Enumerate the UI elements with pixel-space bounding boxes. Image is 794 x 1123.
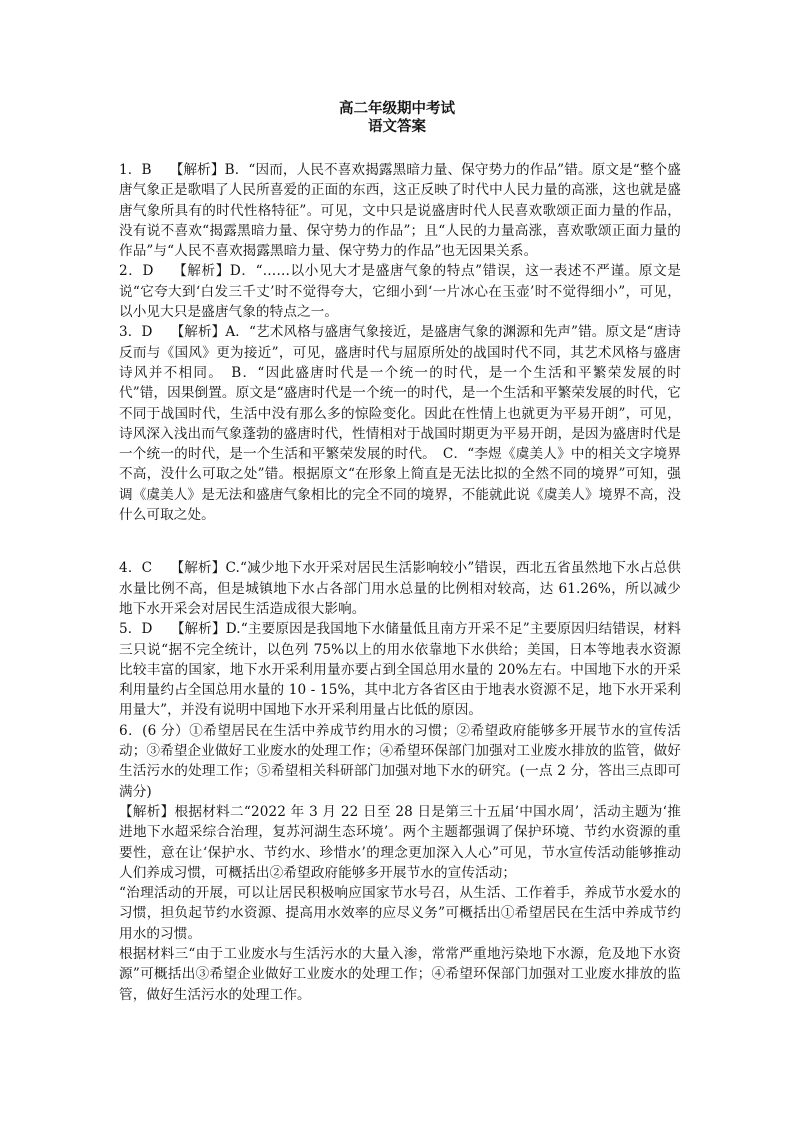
title-block (0, 100, 794, 136)
answer-6-analysis-2: “治理活动的开展，可以让居民积极响应国家节水号召，从生活、工作着手，养成节水爱水的习惯，担负起节约水资源、提高用水效率的应尽义务”可概括出①希望居民在生活中养成节约用水的习惯。 (119, 885, 681, 942)
page-subtitle: 语文答案 (368, 119, 426, 135)
answer-3: 3．D 【解析】A．“艺术风格与盛唐气象接近，是盛唐气象的渊源和先声”错。原文是“唐诗反而与《国风》更为接近”，可见，盛唐时代与屈原所处的战国时代不同，其艺术风格与盛唐诗风并不相同。 B．“因此盛唐时代是一个统一的时代，是一个生活和平繁荣发展的时代”错，因果倒置。原文是“盛唐时代是一个统一的时代，是一个生活和平繁荣发展的时代，它不同于战国时代，生活中没有那么多的惊险变化。因此在性情上也就更为平易开朗”，可见，诗风深入浅出而气象蓬勃的盛唐时代，性情相对于战国时期更为平易开朗，是因为盛唐时代是一个统一的时代，是一个生活和平繁荣发展的时代。 C．“李煜《虞美人》中的相关文字境界不高，没什么可取之处”错。根据原文“在形象上简直是无法比拟的全然不同的境界”可知，强调《虞美人》是无法和盛唐气象相比的完全不同的境界，不能就此说《虞美人》境界不高，没什么可取之处。 (119, 324, 681, 524)
answer-6-analysis-3: 根据材料三“由于工业废水与生活污水的大量入渗，常常严重地污染地下水源，危及地下水资源”可概括出③希望企业做好工业废水的处理工作；④希望环保部门加强对工业废水排放的监管，做好生活污水的处理工作。 (119, 945, 681, 1003)
answer-4: 4．C 【解析】C.“减少地下水开采对居民生活影响较小”错误，西北五省虽然地下水占总供水量比例不高，但是城镇地下水占各部门用水总量的比例相对较高，达 61.26%，所以减少地下水开采会对居民生活造成很大影响。 (119, 560, 681, 617)
answer-content (119, 160, 681, 1005)
answer-6-analysis-1: 【解析】根据材料二“2022 年 3 月 22 日至 28 日是第三十五届‘中国水周’，活动主题为‘推进地下水超采综合治理，复苏河湖生态环境’。两个主题都强调了保护环境、节约水资源的重要性，意在让‘保护水、节约水、珍惜水’的理念更加深入人心”可见，节水宣传活动能够推动人们养成习惯，可概括出②希望政府能够多开展节水的宣传活动； (119, 803, 681, 881)
answer-5: 5．D 【解析】D.“主要原因是我国地下水储量低且南方开采不足”主要原因归结错误，材料三只说“据不完全统计，以色列 75%以上的用水依靠地下水供给；美国，日本等地表水资源比较丰富的国家，地下水开采利用量亦要占到全国总用水量的 20%左右。中国地下水的开采利用量约占全国总用水量的 10 - 15%，其中北方各省区由于地表水资源不足，地下水开采利用量大”，并没有说明中国地下水开采利用量占比低的原因。 (119, 621, 681, 719)
answer-1: 1．B 【解析】B．“因而，人民不喜欢揭露黑暗力量、保守势力的作品”错。原文是“整个盛唐气象正是歌唱了人民所喜爱的正面的东西，这正反映了时代中人民力量的高涨，这也就是盛唐气象所具有的时代性格特征”。可见，文中只是说盛唐时代人民喜欢歌颂正面力量的作品，没有说不喜欢“揭露黑暗力量、保守势力的作品”；且“人民的力量高涨，喜欢歌颂正面力量的作品”与“人民不喜欢揭露黑暗力量、保守势力的作品”也无因果关系。 (119, 162, 681, 260)
section-gap (119, 525, 681, 558)
page-title: 高二年级期中考试 (339, 101, 455, 117)
answer-2: 2．D 【解析】D．“……以小见大才是盛唐气象的特点”错误，这一表述不严谨。原文是说“它夸大到‘白发三千丈’时不觉得夸大，它细小到‘一片冰心在玉壶’时不觉得细小”，可见，以小见大只是盛唐气象的特点之一。 (119, 263, 681, 321)
answer-6: 6．(6 分）①希望居民在生活中养成节约用水的习惯；②希望政府能够多开展节水的宣传活动；③希望企业做好工业废水的处理工作；④希望环保部门加强对工业废水排放的监管，做好生活污水的处理工作；⑤希望相关科研部门加强对地下水的研究。(一点 2 分，答出三点即可满分) (119, 722, 681, 800)
